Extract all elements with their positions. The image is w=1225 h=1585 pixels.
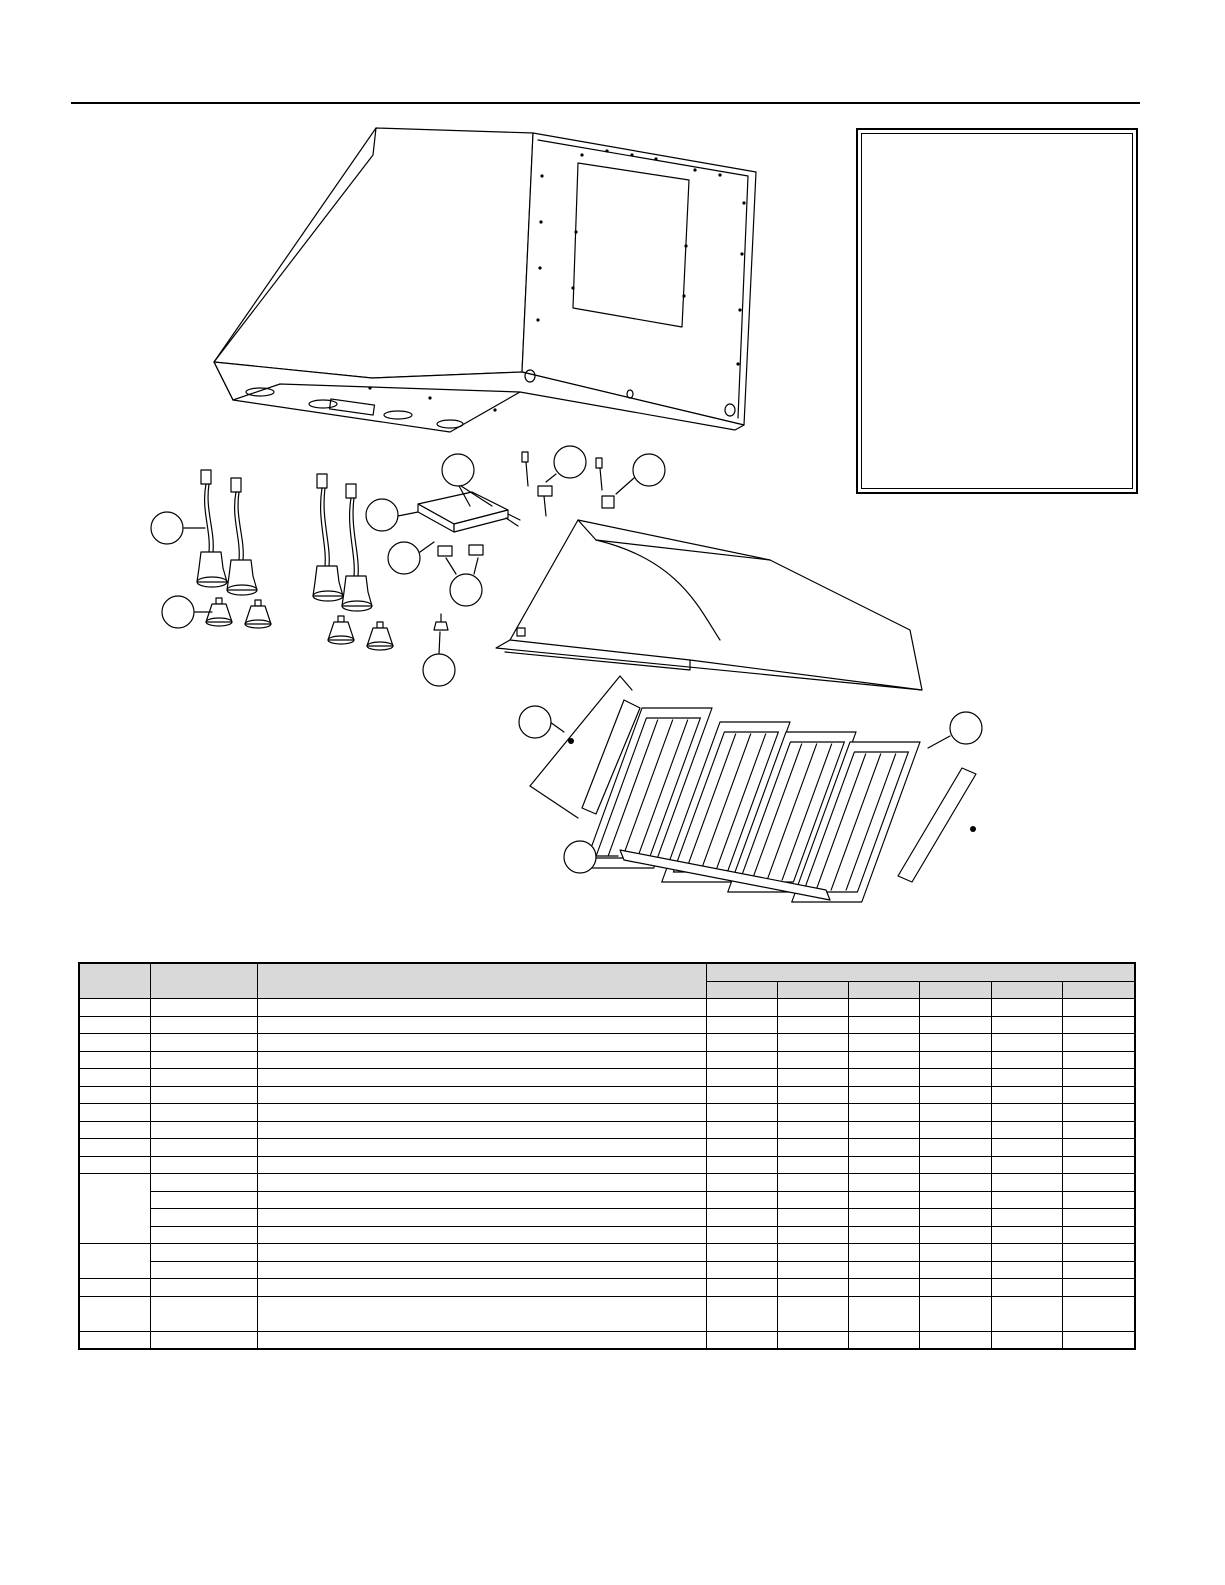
table-row [79, 1191, 1135, 1209]
col-header-quantity-group [706, 963, 1135, 982]
col-subheader [919, 982, 991, 999]
callout-circle [633, 454, 665, 486]
table-row [79, 1244, 1135, 1262]
col-subheader [991, 982, 1062, 999]
table-row [79, 1086, 1135, 1104]
table-row [79, 1156, 1135, 1174]
col-subheader [848, 982, 919, 999]
callout-circle [423, 654, 455, 686]
control-module [418, 492, 520, 630]
notes-box-inner [861, 133, 1133, 489]
col-subheader [706, 982, 777, 999]
table-row [79, 1331, 1135, 1349]
callout-circle [151, 512, 183, 544]
table-row [79, 1034, 1135, 1052]
table-row [79, 1174, 1135, 1192]
hood-body [214, 128, 756, 432]
callout-circle [564, 841, 596, 873]
table-row [79, 1296, 1135, 1331]
callout-circle [442, 454, 474, 486]
table-row [79, 1261, 1135, 1279]
col-header-description [257, 963, 706, 999]
notes-box [856, 128, 1138, 494]
col-subheader [1062, 982, 1135, 999]
table-row [79, 999, 1135, 1017]
callout-circle [388, 542, 420, 574]
callout-circle [554, 446, 586, 478]
table-row [79, 1016, 1135, 1034]
col-header-part-number [150, 963, 257, 999]
col-subheader [777, 982, 848, 999]
callout-circle [950, 712, 982, 744]
table-row [79, 1121, 1135, 1139]
light-assemblies [197, 470, 372, 611]
parts-list-table [78, 962, 1136, 1350]
table-row [79, 1279, 1135, 1297]
callout-circle [162, 596, 194, 628]
table-row [79, 1209, 1135, 1227]
callout-circle [519, 706, 551, 738]
table-row [79, 1069, 1135, 1087]
table-row [79, 1139, 1135, 1157]
table-row [79, 1104, 1135, 1122]
table-row [79, 1226, 1135, 1244]
col-header-key [79, 963, 150, 999]
callout-circle [366, 499, 398, 531]
filters [530, 676, 976, 902]
callout-circle [450, 574, 482, 606]
table-row [79, 1051, 1135, 1069]
hood-liner [496, 520, 922, 690]
